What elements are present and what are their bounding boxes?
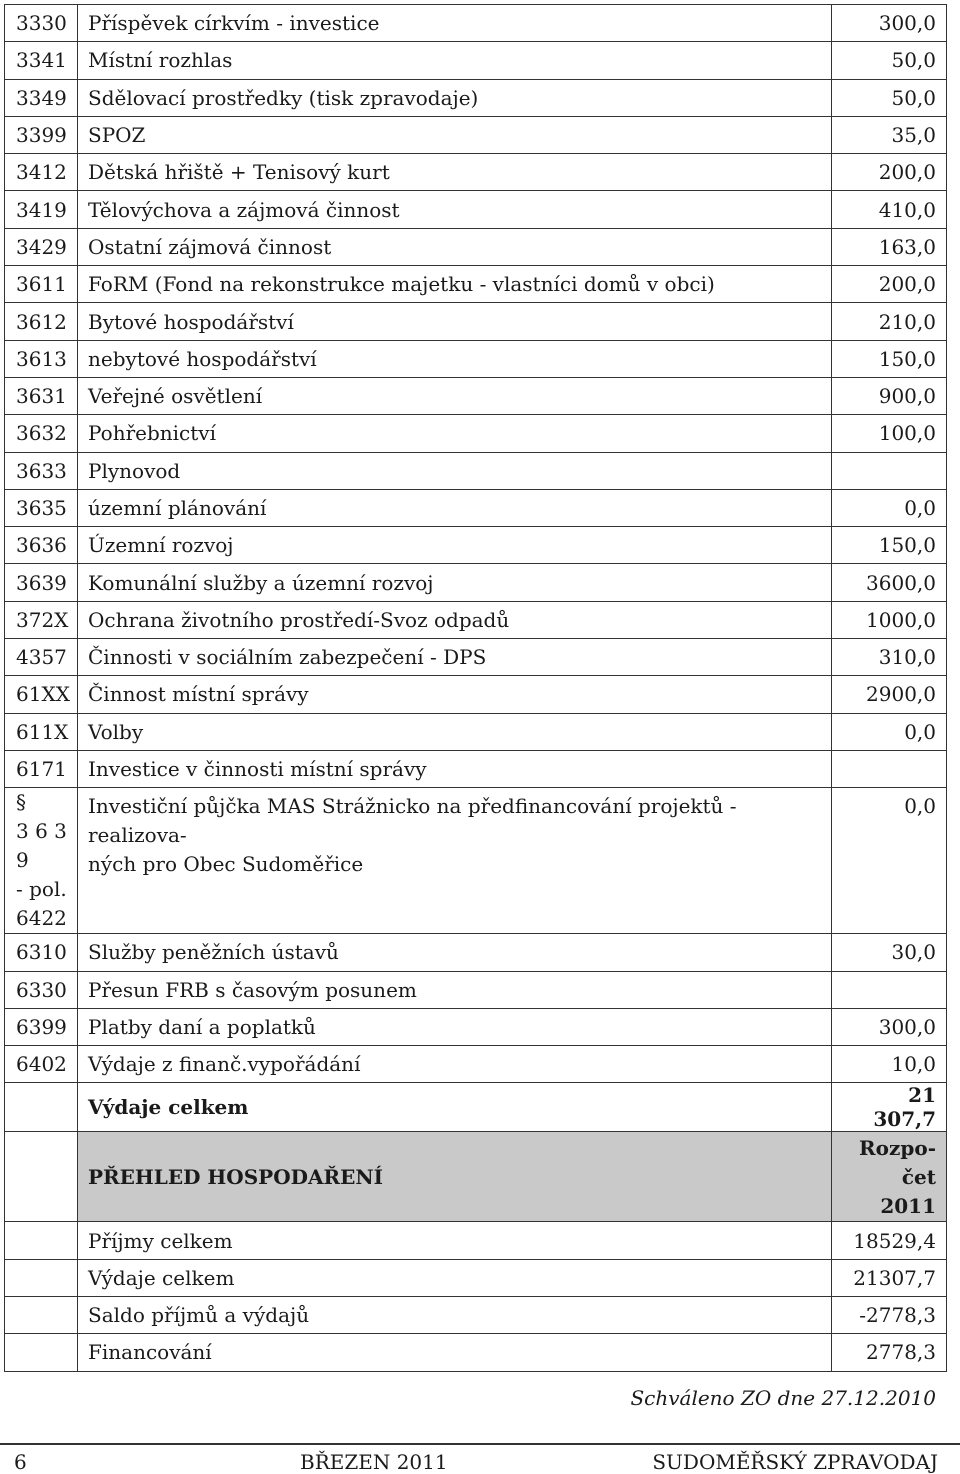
row-code: 3631 <box>5 377 78 414</box>
blank-cell <box>5 1259 78 1296</box>
row-code: 4357 <box>5 639 78 676</box>
table-row <box>5 1008 947 1045</box>
row-label: Ostatní zájmová činnost <box>78 228 832 265</box>
code-line: - pol. <box>16 877 67 902</box>
row-code: 3639 <box>5 564 78 601</box>
row-code: 3612 <box>5 303 78 340</box>
row-code: 6402 <box>5 1046 78 1083</box>
row-value: 310,0 <box>832 639 947 676</box>
row-code: 61XX <box>5 676 78 713</box>
table-row <box>5 676 947 713</box>
row-label: Přesun FRB s časovým posunem <box>78 971 832 1008</box>
row-value: 150,0 <box>832 527 947 564</box>
row-value: 200,0 <box>832 266 947 303</box>
row-label: Komunální služby a územní rozvoj <box>78 564 832 601</box>
row-value: 3600,0 <box>832 564 947 601</box>
row-label: Výdaje z finanč.vypořádání <box>78 1046 832 1083</box>
overview-header-row <box>5 1132 947 1222</box>
overview-label: Výdaje celkem <box>78 1259 832 1296</box>
table-row <box>5 713 947 750</box>
row-code: 6310 <box>5 934 78 971</box>
row-value: 150,0 <box>832 340 947 377</box>
publication-name: SUDOMĚŘSKÝ ZPRAVODAJ <box>652 1450 938 1474</box>
blank-cell <box>5 1132 78 1222</box>
row-label: Sdělovací prostředky (tisk zpravodaje) <box>78 79 832 116</box>
row-label: Ochrana životního prostředí-Svoz odpadů <box>78 601 832 638</box>
row-code: 3419 <box>5 191 78 228</box>
row-label: Tělovýchova a zájmová činnost <box>78 191 832 228</box>
row-value: 0,0 <box>832 788 947 934</box>
row-code: 3429 <box>5 228 78 265</box>
row-label: FoRM (Fond na rekonstrukce majetku - vlastníci domů v obci) <box>78 266 832 303</box>
row-value: 35,0 <box>832 116 947 153</box>
row-label <box>78 788 832 934</box>
row-code: 3611 <box>5 266 78 303</box>
row-label: Příspěvek církvím - investice <box>78 5 832 42</box>
blank-cell <box>5 1222 78 1259</box>
code-line: § <box>16 790 26 815</box>
row-value: 163,0 <box>832 228 947 265</box>
row-label: Platby daní a poplatků <box>78 1008 832 1045</box>
row-label: územní plánování <box>78 489 832 526</box>
total-row <box>5 1083 947 1132</box>
row-label: Plynovod <box>78 452 832 489</box>
overview-row <box>5 1259 947 1296</box>
row-label: Služby peněžních ústavů <box>78 934 832 971</box>
blank-cell <box>5 1083 78 1132</box>
row-value: 410,0 <box>832 191 947 228</box>
table-row <box>5 228 947 265</box>
overview-label: Financování <box>78 1334 832 1371</box>
row-code: 3636 <box>5 527 78 564</box>
row-label: Pohřebnictví <box>78 415 832 452</box>
row-code: 611X <box>5 713 78 750</box>
table-row <box>5 750 947 787</box>
row-code: 3349 <box>5 79 78 116</box>
row-value: 200,0 <box>832 154 947 191</box>
row-code: 3613 <box>5 340 78 377</box>
row-code: 3412 <box>5 154 78 191</box>
row-value: 0,0 <box>832 489 947 526</box>
overview-label: Saldo příjmů a výdajů <box>78 1297 832 1334</box>
column-header-line: Rozpo- <box>859 1136 936 1161</box>
row-label: SPOZ <box>78 116 832 153</box>
row-value: 900,0 <box>832 377 947 414</box>
row-value: 2900,0 <box>832 676 947 713</box>
table-row <box>5 564 947 601</box>
row-value <box>832 452 947 489</box>
approval-note: Schváleno ZO dne 27.12.2010 <box>630 1386 936 1410</box>
row-value: 50,0 <box>832 42 947 79</box>
overview-row <box>5 1297 947 1334</box>
row-code: 6330 <box>5 971 78 1008</box>
row-value <box>832 971 947 1008</box>
row-code <box>5 788 78 934</box>
table-row <box>5 191 947 228</box>
row-code: 3341 <box>5 42 78 79</box>
overview-row <box>5 1334 947 1371</box>
row-value: 1000,0 <box>832 601 947 638</box>
column-header-line: čet 2011 <box>880 1165 936 1219</box>
row-code: 3633 <box>5 452 78 489</box>
overview-value: 18529,4 <box>832 1222 947 1259</box>
row-label: Územní rozvoj <box>78 527 832 564</box>
row-label: Veřejné osvětlení <box>78 377 832 414</box>
row-value: 300,0 <box>832 1008 947 1045</box>
row-value: 300,0 <box>832 5 947 42</box>
row-label: Činnosti v sociálním zabezpečení - DPS <box>78 639 832 676</box>
table-row <box>5 527 947 564</box>
table-row <box>5 415 947 452</box>
total-label: Výdaje celkem <box>78 1083 832 1132</box>
row-code: 3399 <box>5 116 78 153</box>
page-number: 6 <box>14 1450 27 1474</box>
overview-title: PŘEHLED HOSPODAŘENÍ <box>78 1132 832 1222</box>
table-row <box>5 452 947 489</box>
table-row <box>5 377 947 414</box>
row-value: 0,0 <box>832 713 947 750</box>
row-label: nebytové hospodářství <box>78 340 832 377</box>
table-row <box>5 971 947 1008</box>
table-row <box>5 5 947 42</box>
row-value: 30,0 <box>832 934 947 971</box>
table-row <box>5 639 947 676</box>
code-line: 6422 <box>16 906 67 931</box>
row-code: 6399 <box>5 1008 78 1045</box>
table-row <box>5 601 947 638</box>
footer-divider <box>0 1443 960 1445</box>
budget-table <box>4 4 947 1372</box>
table-row <box>5 303 947 340</box>
row-label: Volby <box>78 713 832 750</box>
table-row <box>5 79 947 116</box>
row-code: 3632 <box>5 415 78 452</box>
table-row <box>5 266 947 303</box>
blank-cell <box>5 1334 78 1371</box>
table-row <box>5 1046 947 1083</box>
row-value: 10,0 <box>832 1046 947 1083</box>
table-row <box>5 340 947 377</box>
overview-value: 2778,3 <box>832 1334 947 1371</box>
row-value: 50,0 <box>832 79 947 116</box>
overview-row <box>5 1222 947 1259</box>
overview-label: Příjmy celkem <box>78 1222 832 1259</box>
overview-column-header <box>832 1132 947 1222</box>
row-code: 3635 <box>5 489 78 526</box>
table-row <box>5 42 947 79</box>
issue-date: BŘEZEN 2011 <box>300 1450 448 1474</box>
table-row <box>5 116 947 153</box>
table-row <box>5 934 947 971</box>
table-row <box>5 154 947 191</box>
row-value <box>832 750 947 787</box>
blank-cell <box>5 1297 78 1334</box>
table-row-loan <box>5 788 947 934</box>
row-code: 3330 <box>5 5 78 42</box>
row-label: Činnost místní správy <box>78 676 832 713</box>
row-value: 210,0 <box>832 303 947 340</box>
row-label: Místní rozhlas <box>78 42 832 79</box>
overview-value: 21307,7 <box>832 1259 947 1296</box>
row-code: 6171 <box>5 750 78 787</box>
label-line: ných pro Obec Sudoměřice <box>88 852 364 877</box>
label-line: Investiční půjčka MAS Strážnicko na předfinancování projektů - realizova- <box>88 794 737 848</box>
row-code: 372X <box>5 601 78 638</box>
row-label: Dětská hřiště + Tenisový kurt <box>78 154 832 191</box>
row-label: Investice v činnosti místní správy <box>78 750 832 787</box>
table-row <box>5 489 947 526</box>
code-line: 3 6 3 9 <box>16 819 67 873</box>
overview-value: -2778,3 <box>832 1297 947 1334</box>
row-label: Bytové hospodářství <box>78 303 832 340</box>
row-value: 100,0 <box>832 415 947 452</box>
total-value: 21 307,7 <box>832 1083 947 1132</box>
